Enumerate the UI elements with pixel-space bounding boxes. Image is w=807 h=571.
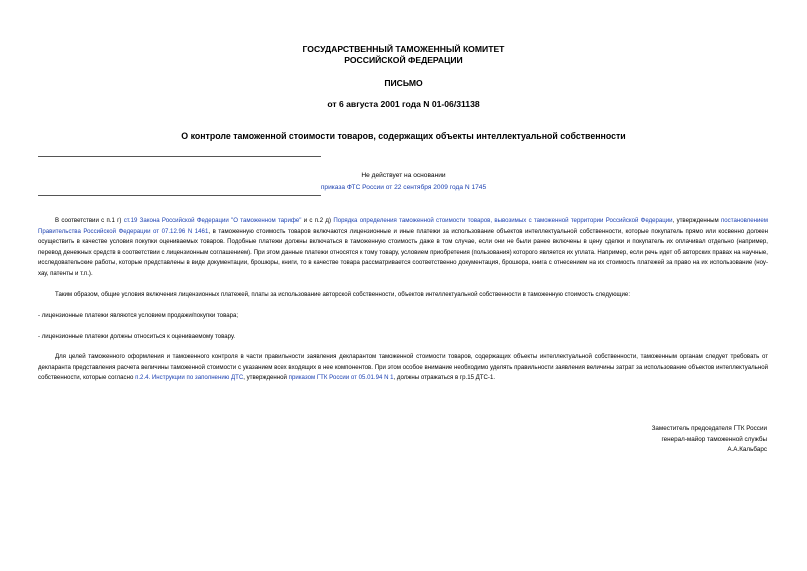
government-decree-link[interactable]: постановлением Правительства Российской Федерации от 07.12.96 N 1461: [38, 217, 768, 235]
paragraph-3: [38, 352, 768, 384]
p1-text-4: , в таможенную стоимость товаров включаются лицензионные и иные платежи за использование объектов интеллектуальной собственности, которые покупатель прямо или косвенно должен осуществить в качестве условия покупки оцениваемых товаров. Подобные платежи должны включаться в таможенную стоимость даже в том случае, если они не были ранее включены в цену сделки и покупатель их оплачивал отдельно (например, перевод денежных средств в соответствии с лицензионным соглашением). При этом данные платежи относятся к тому товару, условием приобретения (пользования) которого является их уплата. Например, если речь идет об авторских правах на научные, исследовательские работы, которые представлены в виде документации, брошюры, книги, то в качестве товара рассматривается соответственно документация, брошюра, книга с отнесением на их стоимость платежей за право на их использование (ноу-хау, патенты и т.п.).: [38, 227, 768, 277]
paragraph-2: Таким образом, общие условия включения лицензионных платежей, платы за использование авторской собственности, объектов интеллектуальной собственности в таможенную стоимость следующие:: [55, 291, 631, 298]
p3-text-1: Для целей таможенного оформления и таможенного контроля в части правильности заявления декларантом таможенной стоимости товаров, содержащих объекты интеллектуальной собственности, таможенным органам следует требовать от декларанта представления расчета величины таможенной стоимости с указанием всех входящих в нее компонентов. При этом особое внимание необходимо уделять правильности заявления величины затрат за использование объектов интеллектуальной собственности, которые согласно: [38, 353, 768, 382]
law-tariff-link[interactable]: ст.19 Закона Российской Федерации "О таможенном тарифе": [123, 217, 302, 224]
p3-text-2: , утвержденной: [243, 374, 289, 382]
p1-text-2: и с п.2 д): [301, 217, 334, 224]
document-title: О контроле таможенной стоимости товаров, содержащих объекты интеллектуальной собственности: [181, 131, 626, 141]
document-type: ПИСЬМО: [384, 78, 423, 88]
dts-instruction-link[interactable]: п.2.4. Инструкции по заполнению ДТС: [135, 374, 244, 382]
list-item-2: - лицензионные платежи должны относиться к оцениваемому товару.: [38, 333, 236, 340]
signature-name: А.А.Кальбарс: [727, 446, 767, 454]
p1-text-3: , утвержденным: [672, 217, 721, 224]
status-note-text: Не действует на основании: [361, 172, 446, 179]
issuer-header: [0, 44, 807, 66]
signature-block: [507, 424, 767, 456]
paragraph-1: [38, 216, 768, 280]
status-note-link[interactable]: приказа ФТС России от 22 сентября 2009 года N 1745: [320, 184, 487, 191]
p3-text-3: , должны отражаться в гр.15 ДТС-1.: [393, 374, 496, 382]
customs-value-procedure-link[interactable]: Порядка определения таможенной стоимости товаров, вывозимых с таможенной территории Российской Федерации: [333, 217, 673, 224]
issuer-line-1: ГОСУДАРСТВЕННЫЙ ТАМОЖЕННЫЙ КОМИТЕТ: [302, 44, 505, 54]
signature-rank: генерал-майор таможенной службы: [661, 435, 767, 443]
divider-top: [38, 156, 321, 157]
document-date-number: от 6 августа 2001 года N 01-06/31138: [327, 99, 480, 109]
list-item-1: - лицензионные платежи являются условием продажи/покупки товара;: [38, 312, 239, 319]
status-note: [0, 170, 807, 194]
issuer-line-2: РОССИЙСКОЙ ФЕДЕРАЦИИ: [344, 55, 463, 65]
divider-bottom: [38, 195, 321, 196]
p1-text-1: В соответствии с п.1 г): [55, 217, 124, 224]
signature-position: Заместитель председателя ГТК России: [651, 425, 767, 432]
gtk-order-link[interactable]: приказом ГТК России от 05.01.94 N 1: [288, 374, 394, 382]
